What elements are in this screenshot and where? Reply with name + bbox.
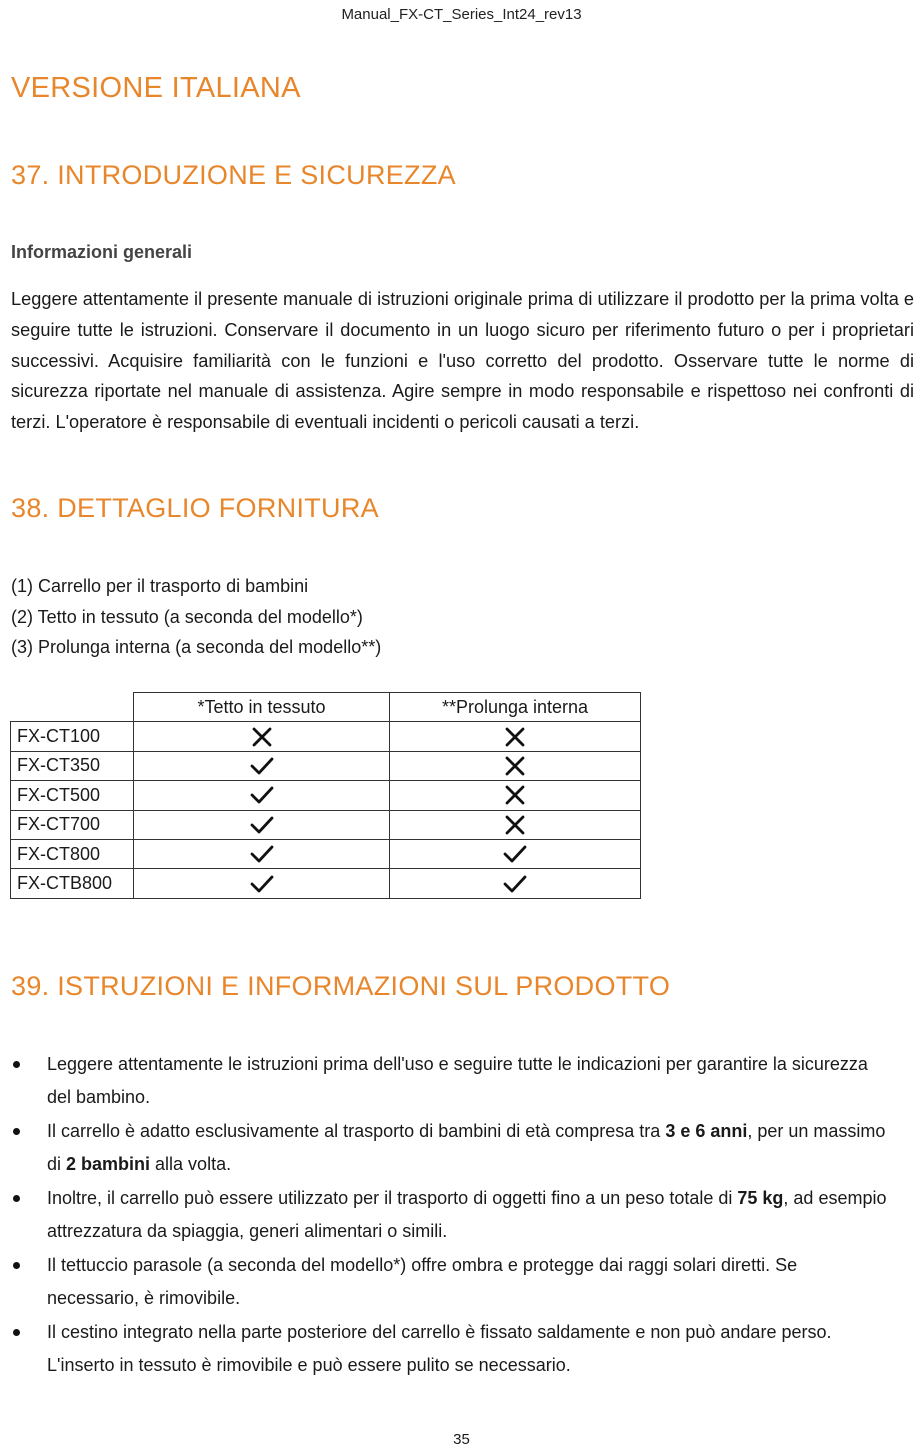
check-icon [502,872,528,896]
model-cell: FX-CTB800 [11,869,134,898]
cross-icon [502,725,528,749]
list-item: (2) Tetto in tessuto (a seconda del modello*) [11,606,363,627]
bullet-icon [13,1128,20,1135]
instructions-list [11,1048,891,1383]
check-icon [249,872,275,896]
section-38-title: 38. DETTAGLIO FORNITURA [11,493,379,523]
version-title: VERSIONE ITALIANA [11,72,301,104]
document-header: Manual_FX-CT_Series_Int24_rev13 [341,6,582,23]
model-cell: FX-CT350 [11,751,134,780]
column-header-roof: *Tetto in tessuto [134,693,390,722]
model-features-table [10,692,641,899]
list-item: Il tettuccio parasole (a seconda del modello*) offre ombra e protegge dai raggi solari diretti. Se necessario, è rimovibile. [11,1249,891,1315]
model-cell: FX-CT500 [11,781,134,810]
cross-icon [502,783,528,807]
list-item: Il carrello è adatto esclusivamente al trasporto di bambini di età compresa tra 3 e 6 anni, per un massimo di 2 bambini alla volta. [11,1115,891,1181]
column-header-extension: **Prolunga interna [390,693,641,722]
table-row [11,810,641,839]
cross-icon [502,813,528,837]
table-corner-cell [11,693,134,722]
section-37-paragraph: Leggere attentamente il presente manuale di istruzioni originale prima di utilizzare il prodotto per la prima volta e seguire tutte le istruzioni. Conservare il documento in un luogo sicuro per riferimento futuro o per i proprietari successivi. Acquisire familiarità con le funzioni e l'uso corretto del prodotto. Osservare tutte le norme di sicurezza riportate nel manuale di assistenza. Agire sempre in modo responsabile e rispettoso nei confronti di terzi. L'operatore è responsabile di eventuali incidenti o pericoli causati a terzi. [11,289,914,433]
model-cell: FX-CT800 [11,839,134,868]
check-icon [249,813,275,837]
bullet-icon [13,1195,20,1202]
list-item: Inoltre, il carrello può essere utilizzato per il trasporto di oggetti fino a un peso totale di 75 kg, ad esempio attrezzatura da spiaggia, generi alimentari o simili. [11,1182,891,1248]
table-header-row [11,693,641,722]
table-row [11,751,641,780]
model-cell: FX-CT700 [11,810,134,839]
list-item: (1) Carrello per il trasporto di bambini [11,576,309,596]
table-row [11,869,641,898]
model-cell: FX-CT100 [11,722,134,751]
table-row [11,722,641,751]
bullet-icon [13,1061,20,1068]
bullet-icon [13,1262,20,1269]
page-number: 35 [453,1431,470,1448]
list-item: Leggere attentamente le istruzioni prima dell'uso e seguire tutte le indicazioni per garantire la sicurezza del bambino. [11,1048,891,1114]
supply-list [11,571,381,663]
check-icon [249,783,275,807]
check-icon [502,842,528,866]
check-icon [249,842,275,866]
table-row [11,839,641,868]
section-37-title: 37. INTRODUZIONE E SICUREZZA [11,160,456,190]
table-row [11,781,641,810]
section-37-subtitle: Informazioni generali [11,242,193,262]
list-item: Il cestino integrato nella parte posteriore del carrello è fissato saldamente e non può andare perso. L'inserto in tessuto è rimovibile e può essere pulito se necessario. [11,1316,891,1382]
cross-icon [502,754,528,778]
bullet-icon [13,1329,20,1336]
list-item: (3) Prolunga interna (a seconda del modello**) [11,637,382,658]
section-39-title: 39. ISTRUZIONI E INFORMAZIONI SUL PRODOTTO [11,971,671,1001]
check-icon [249,754,275,778]
cross-icon [249,725,275,749]
